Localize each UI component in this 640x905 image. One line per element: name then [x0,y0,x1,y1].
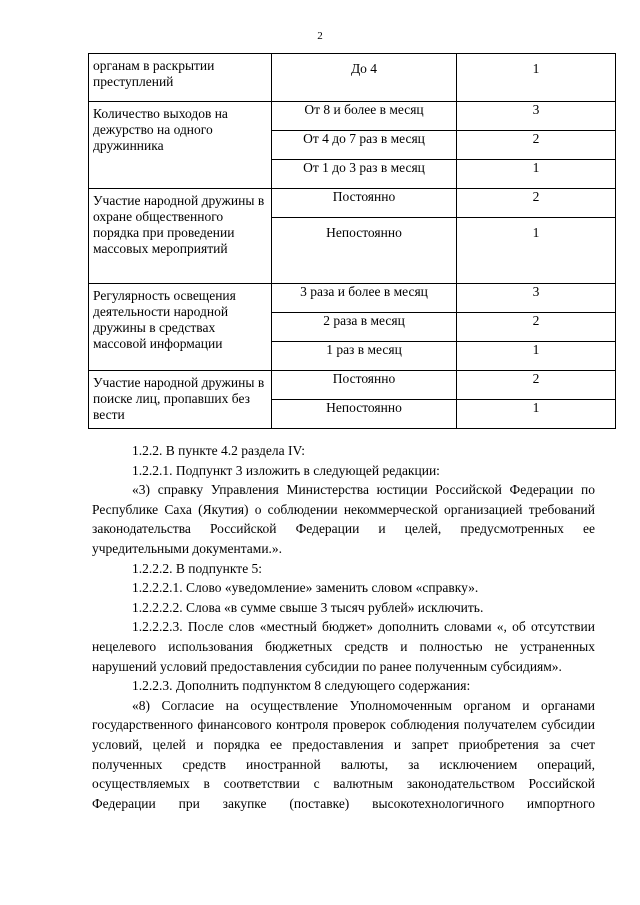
criterion-points: 1 [457,400,616,429]
criterion-name: Участие народной дружины в охране общественного порядка при проведении массовых мероприятий [89,189,272,284]
criterion-value: 2 раза в месяц [272,313,457,342]
paragraph: 1.2.2.1. Подпункт 3 изложить в следующей редакции: [132,462,440,478]
table-row [89,189,616,218]
page-number: 2 [317,30,323,42]
criterion-points: 2 [457,371,616,400]
criterion-value: От 1 до 3 раз в месяц [272,160,457,189]
table-row [89,54,616,102]
table-row [89,284,616,313]
table-row [89,102,616,131]
criterion-points: 1 [457,218,616,284]
paragraph: 1.2.2.2.2. Слова «в сумме свыше 3 тысяч рублей» исключить. [132,599,484,615]
criterion-points: 2 [457,131,616,160]
criterion-value: 1 раз в месяц [272,342,457,371]
document-body [92,441,595,813]
criterion-value: От 4 до 7 раз в месяц [272,131,457,160]
criterion-points: 1 [457,342,616,371]
paragraph: 1.2.2. В пункте 4.2 раздела IV: [132,443,306,458]
criterion-points: 2 [457,313,616,342]
criterion-value: От 8 и более в месяц [272,102,457,131]
criterion-points: 3 [457,284,616,313]
paragraph: «3) справку Управления Министерства юстиции Российской Федерации по Республике Саха (Якутия) о соблюдении некоммерческой организацией требований законодательства Российской Федерации и целей, предусмотренных ее учредительными документами.». [92,482,595,556]
criterion-points: 3 [457,102,616,131]
criterion-value: Постоянно [272,189,457,218]
paragraph: «8) Согласие на осуществление Уполномоченным органом и органами государственного финансового контроля проверок соблюдения получателем субсидии условий, целей и порядка ее предоставления и запрет приобретения за счет полученных средств иностранной валюты, за исключением операций, осуществляемых в соответствии с валютным законодательством Российской Федерации при закупке (поставке) высокотехнологичного импортного [92,697,595,811]
criterion-value: 3 раза и более в месяц [272,284,457,313]
criterion-points: 1 [457,54,616,102]
criterion-name: Участие народной дружины в поиске лиц, пропавших без вести [89,371,272,429]
criterion-value: Непостоянно [272,218,457,284]
criterion-value: Непостоянно [272,400,457,429]
paragraph: 1.2.2.2. В подпункте 5: [132,560,263,576]
paragraph: 1.2.2.3. Дополнить подпунктом 8 следующего содержания: [132,678,471,694]
criterion-value: До 4 [272,54,457,102]
paragraph: 1.2.2.2.3. После слов «местный бюджет» дополнить словами «, об отсутствии нецелевого использования бюджетных средств и полностью не устраненных нарушений условий предоставления субсидии по ранее полученным субсидиям». [92,619,595,674]
criterion-name: органам в раскрытии преступлений [89,54,272,102]
table-row [89,371,616,400]
criterion-value: Постоянно [272,371,457,400]
criterion-points: 1 [457,160,616,189]
paragraph: 1.2.2.2.1. Слово «уведомление» заменить словом «справку». [132,580,479,596]
criterion-points: 2 [457,189,616,218]
criterion-name: Регулярность освещения деятельности народной дружины в средствах массовой информации [89,284,272,371]
criteria-table [88,53,616,429]
criterion-name: Количество выходов на дежурство на одного дружинника [89,102,272,189]
